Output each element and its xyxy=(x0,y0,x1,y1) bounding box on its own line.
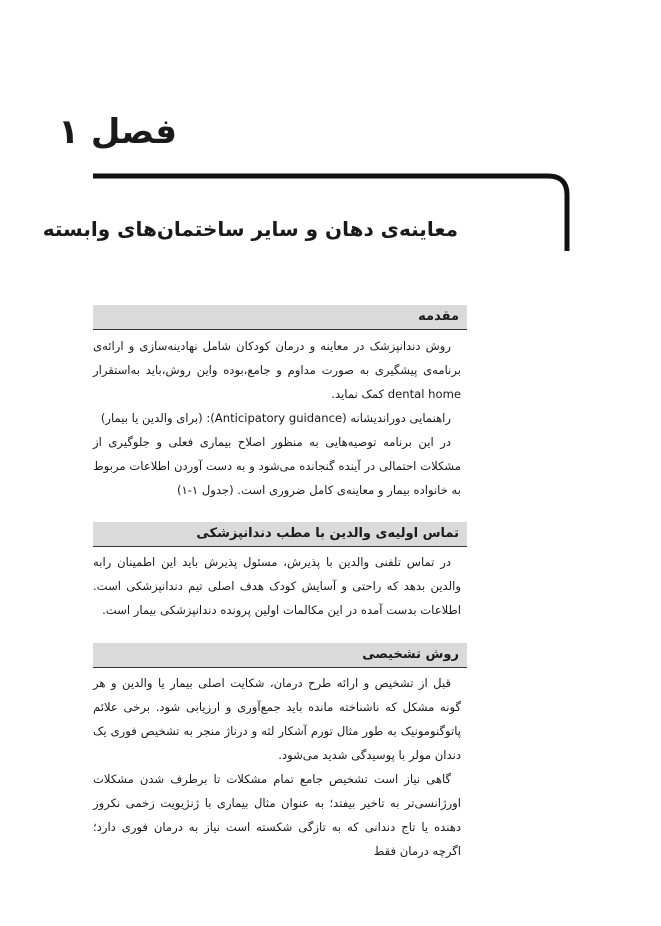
section-introduction xyxy=(93,305,467,502)
paragraph: روش دندانپزشک در معاینه و درمان کودکان شامل نهادینه‌سازی و ارائه‌ی برنامه‌ی پیشگیری به صورت مداوم و جامع،بوده واین روش،باید به‌استقرار dental home کمک نماید. xyxy=(93,339,461,401)
chapter-title: فصل ۱ xyxy=(58,112,177,152)
paragraph: در تماس تلفنی والدین با پذیرش، مسئول پذیرش باید این اطمینان رابه والدین بدهد که راحتی و آسایش کودک هدف اصلی تیم دندانپزشکی است. اطلاعات بدست آمده در این مکالمات اولین پرونده دندانپزشکی بیمار است. xyxy=(93,555,461,617)
paragraph: قبل از تشخیص و ارائه طرح درمان، شکایت اصلی بیمار یا والدین و هر گونه مشکل که ناشناخته مانده باید جمع‌آوری و ارزیابی شود. برخی علائم پاتوگنومونیک به طور مثال تورم آشکار لثه و درناژ منجر به تشخیص فوری یک دندان مولر با پوسیدگی شدید می‌شود. xyxy=(93,676,461,762)
main-title: معاینه‌ی دهان و سایر ساختمان‌های وابسته xyxy=(42,217,458,241)
paragraph: راهنمایی دوراندیشانه (Anticipatory guidance): (برای والدین یا بیمار) xyxy=(100,411,451,425)
section-header: تماس اولیه‌ی والدین با مطب دندانپزشکی xyxy=(93,522,467,547)
section-header: مقدمه xyxy=(93,305,467,330)
section-diagnosis xyxy=(93,643,467,863)
section-header: روش تشخیصی xyxy=(93,643,467,668)
paragraph: گاهی نیاز است تشخیص جامع تمام مشکلات تا برطرف شدن مشکلات اورژانسی‌تر به تاخیر بیفتد؛ به عنوان مثال بیماری با ژنژیویت زخمی نکروز دهنده یا تاج دندانی که به تازگی شکسته است نیاز به درمان فوری دارد؛ اگرچه درمان فقط xyxy=(93,772,461,858)
section-first-contact xyxy=(93,522,467,622)
paragraph: در این برنامه توصیه‌هایی به منظور اصلاح بیماری فعلی و جلوگیری از مشکلات احتمالی در آینده گنجانده می‌شود و به دست آوردن اطلاعات مربوط به خانواده بیمار و معاینه‌ی کامل ضروری است. (جدول ۱-۱) xyxy=(93,435,461,497)
